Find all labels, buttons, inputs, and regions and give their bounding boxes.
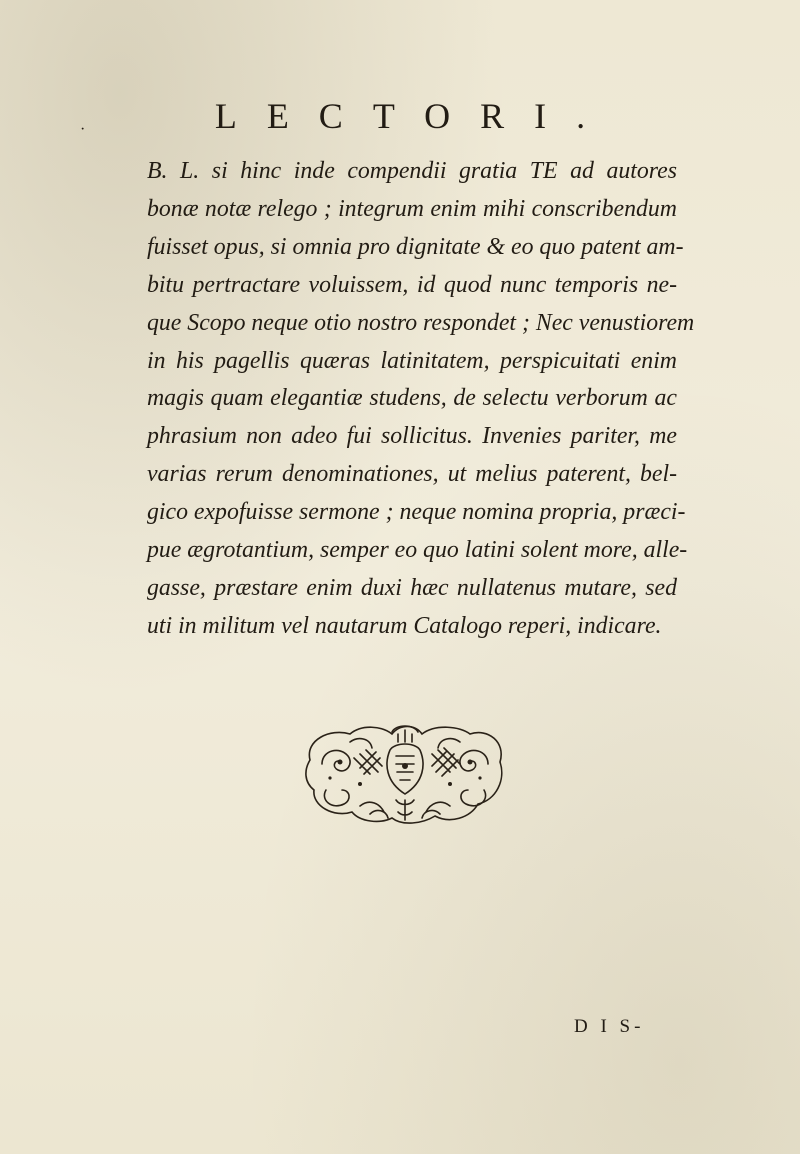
text-line: fuisset opus, si omnia pro dignitate & eo quo patent am- — [147, 233, 684, 260]
catchword: D I S- — [574, 1016, 645, 1037]
text-line: phrasium non adeo fui sollicitus. Invenies pariter, me — [147, 423, 677, 450]
text-line: bitu pertractare voluissem, id quod nunc temporis ne- — [147, 271, 677, 298]
heading-dot: · — [80, 121, 86, 138]
text-line: pue ægrotantium, semper eo quo latini solent more, alle- — [147, 537, 688, 564]
heading-text: LECTORI. — [214, 96, 616, 136]
text-line: bonæ notæ relego ; integrum enim mihi conscribendum — [147, 195, 677, 222]
body-text — [147, 153, 695, 646]
text-line: varias rerum denominationes, ut melius paterent, bel- — [147, 461, 677, 488]
text-line: uti in militum vel nautarum Catalogo reperi, indicare. — [147, 612, 662, 639]
text-line: gasse, præstare enim duxi hæc nullatenus mutare, sed — [147, 574, 677, 601]
page-heading — [0, 96, 800, 136]
ornament-woodcut-icon — [300, 720, 510, 826]
text-line: in his pagellis quæras latinitatem, perspicuitati enim — [147, 347, 677, 374]
text-line: gico expofuisse sermone ; neque nomina propria, præci- — [147, 499, 686, 526]
text-line: que Scopo neque otio nostro respondet ; Nec venustiorem — [147, 309, 695, 336]
text-line: B. L. si hinc inde compendii gratia TE ad autores — [147, 158, 677, 184]
text-line: magis quam elegantiæ studens, de selectu verborum ac — [147, 385, 677, 412]
